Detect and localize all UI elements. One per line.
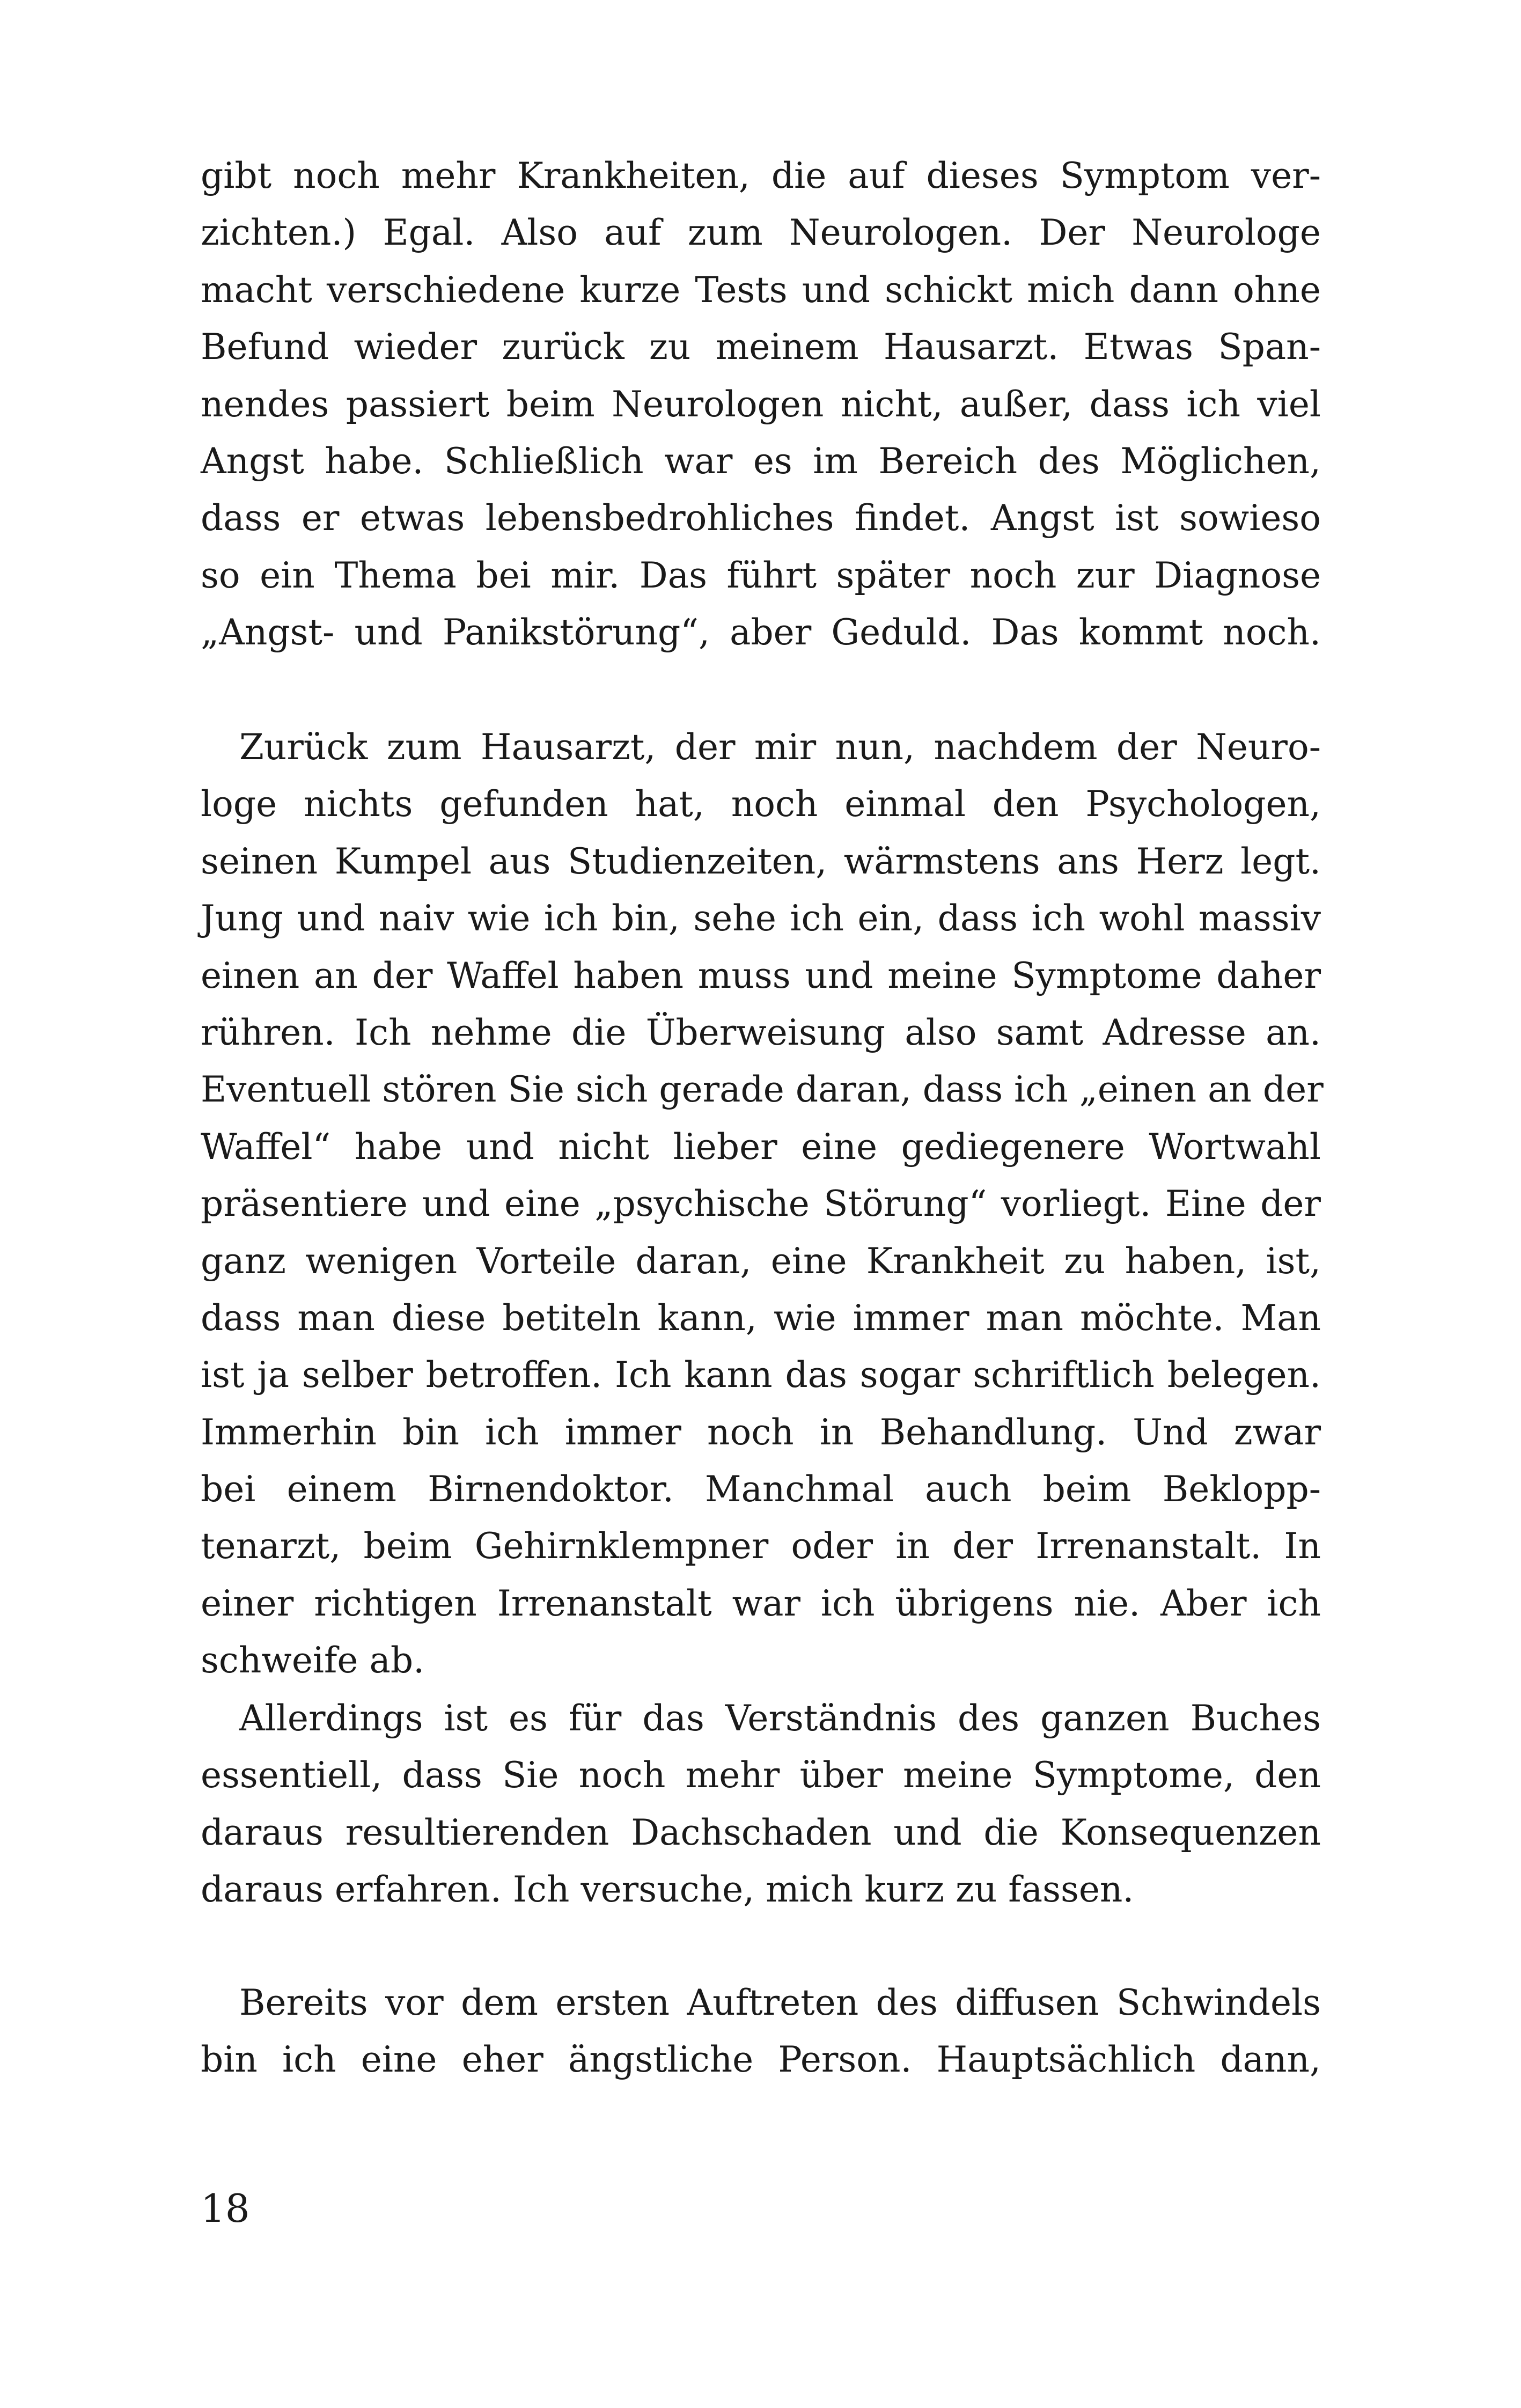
text-line: Befund wieder zurück zu meinem Hausarzt. Etwas Span-	[201, 326, 1321, 368]
text-line: tenarzt, beim Gehirnklempner oder in der Irrenanstalt. In	[201, 1525, 1321, 1567]
text-line: Angst habe. Schließlich war es im Bereich des Möglichen,	[201, 440, 1321, 482]
paragraph-2	[201, 719, 1324, 1690]
text-line: zichten.) Egal. Also auf zum Neurologen. Der Neurologe	[201, 212, 1321, 254]
paragraph-1	[201, 148, 1321, 662]
text-line: daraus resultierenden Dachschaden und die Konsequenzen	[201, 1811, 1321, 1853]
text-line: loge nichts gefunden hat, noch einmal den Psychologen,	[201, 783, 1321, 825]
text-line: macht verschiedene kurze Tests und schickt mich dann ohne	[201, 269, 1321, 311]
text-line: Eventuell stören Sie sich gerade daran, dass ich „einen an der	[201, 1069, 1324, 1111]
text-line: Immerhin bin ich immer noch in Behandlung. Und zwar	[201, 1411, 1321, 1453]
paragraph-3	[201, 1690, 1321, 1919]
text-line: bei einem Birnendoktor. Manchmal auch beim Beklopp-	[201, 1469, 1321, 1510]
text-line: Allerdings ist es für das Verständnis des ganzen Buches	[239, 1698, 1321, 1739]
text-line: ganz wenigen Vorteile daran, eine Krankheit zu haben, ist,	[201, 1240, 1321, 1282]
text-line: einen an der Waffel haben muss und meine Symptome daher	[201, 955, 1321, 996]
text-line: Bereits vor dem ersten Auftreten des diffusen Schwindels	[239, 1982, 1321, 2023]
text-line: Waffel“ habe und nicht lieber eine gediegenere Wortwahl	[201, 1126, 1321, 1168]
text-line: so ein Thema bei mir. Das führt später noch zur Diagnose	[201, 554, 1321, 596]
paragraph-4	[201, 1974, 1321, 2089]
text-line: bin ich eine eher ängstliche Person. Hauptsächlich dann,	[201, 2039, 1321, 2081]
text-line: rühren. Ich nehme die Überweisung also samt Adresse an.	[201, 1011, 1321, 1053]
text-line: schweife ab.	[201, 1640, 425, 1682]
text-line: dass man diese betiteln kann, wie immer man möchte. Man	[201, 1297, 1321, 1339]
page-number: 18	[201, 2186, 250, 2231]
text-line: essentiell, dass Sie noch mehr über meine Symptome, den	[201, 1754, 1321, 1796]
text-line: seinen Kumpel aus Studienzeiten, wärmstens ans Herz legt.	[201, 840, 1321, 882]
text-line: „Angst- und Panikstörung“, aber Geduld. Das kommt noch.	[201, 612, 1321, 654]
text-line: präsentiere und eine „psychische Störung“ vorliegt. Eine der	[201, 1183, 1321, 1225]
text-line: daraus erfahren. Ich versuche, mich kurz zu fassen.	[201, 1869, 1134, 1911]
text-line: Jung und naiv wie ich bin, sehe ich ein, dass ich wohl massiv	[201, 898, 1321, 939]
text-line: dass er etwas lebensbedrohliches findet. Angst ist sowieso	[201, 497, 1321, 539]
text-line: nendes passiert beim Neurologen nicht, außer, dass ich viel	[201, 383, 1321, 425]
text-line: gibt noch mehr Krankheiten, die auf dieses Symptom ver-	[201, 155, 1321, 196]
text-line: einer richtigen Irrenanstalt war ich übrigens nie. Aber ich	[201, 1582, 1321, 1624]
text-line: ist ja selber betroffen. Ich kann das sogar schriftlich belegen.	[201, 1354, 1321, 1396]
text-line: Zurück zum Hausarzt, der mir nun, nachdem der Neuro-	[239, 726, 1321, 768]
